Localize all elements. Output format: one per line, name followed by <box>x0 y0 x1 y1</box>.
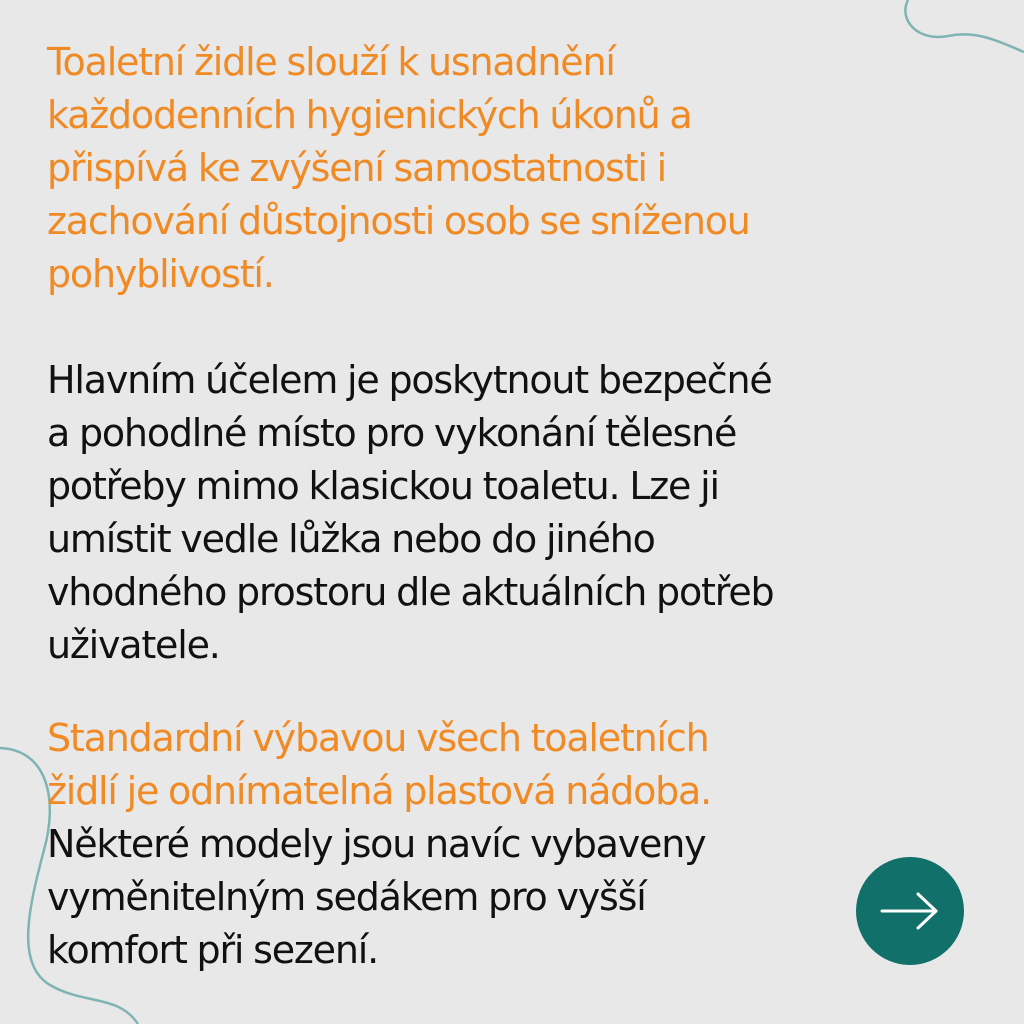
purpose-line: Hlavním účelem je poskytnout bezpečné <box>47 358 772 402</box>
intro-line: každodenních hygienických úkonů a <box>47 93 692 137</box>
intro-line: pohyblivostí. <box>47 252 274 296</box>
purpose-line: vhodného prostoru dle aktuálních potřeb <box>47 570 774 614</box>
arrow-right-icon <box>878 891 942 931</box>
intro-paragraph <box>47 36 987 301</box>
intro-line: Toaletní židle slouží k usnadnění <box>47 40 615 84</box>
equipment-line: Některé modely jsou navíc vybaveny <box>47 822 706 866</box>
purpose-paragraph <box>47 354 987 672</box>
intro-line: zachování důstojnosti osob se sníženou <box>47 199 750 243</box>
equipment-line: komfort při sezení. <box>47 928 378 972</box>
equipment-paragraph <box>47 712 987 977</box>
equipment-highlight-line: židlí je odnímatelná plastová nádoba. <box>47 769 712 813</box>
purpose-line: uživatele. <box>47 623 220 667</box>
next-button[interactable] <box>856 857 964 965</box>
equipment-highlight-line: Standardní výbavou všech toaletních <box>47 716 709 760</box>
purpose-line: a pohodlné místo pro vykonání tělesné <box>47 411 737 455</box>
intro-line: přispívá ke zvýšení samostatnosti i <box>47 146 667 190</box>
purpose-line: potřeby mimo klasickou toaletu. Lze ji <box>47 464 719 508</box>
equipment-line: vyměnitelným sedákem pro vyšší <box>47 875 646 919</box>
purpose-line: umístit vedle lůžka nebo do jiného <box>47 517 655 561</box>
